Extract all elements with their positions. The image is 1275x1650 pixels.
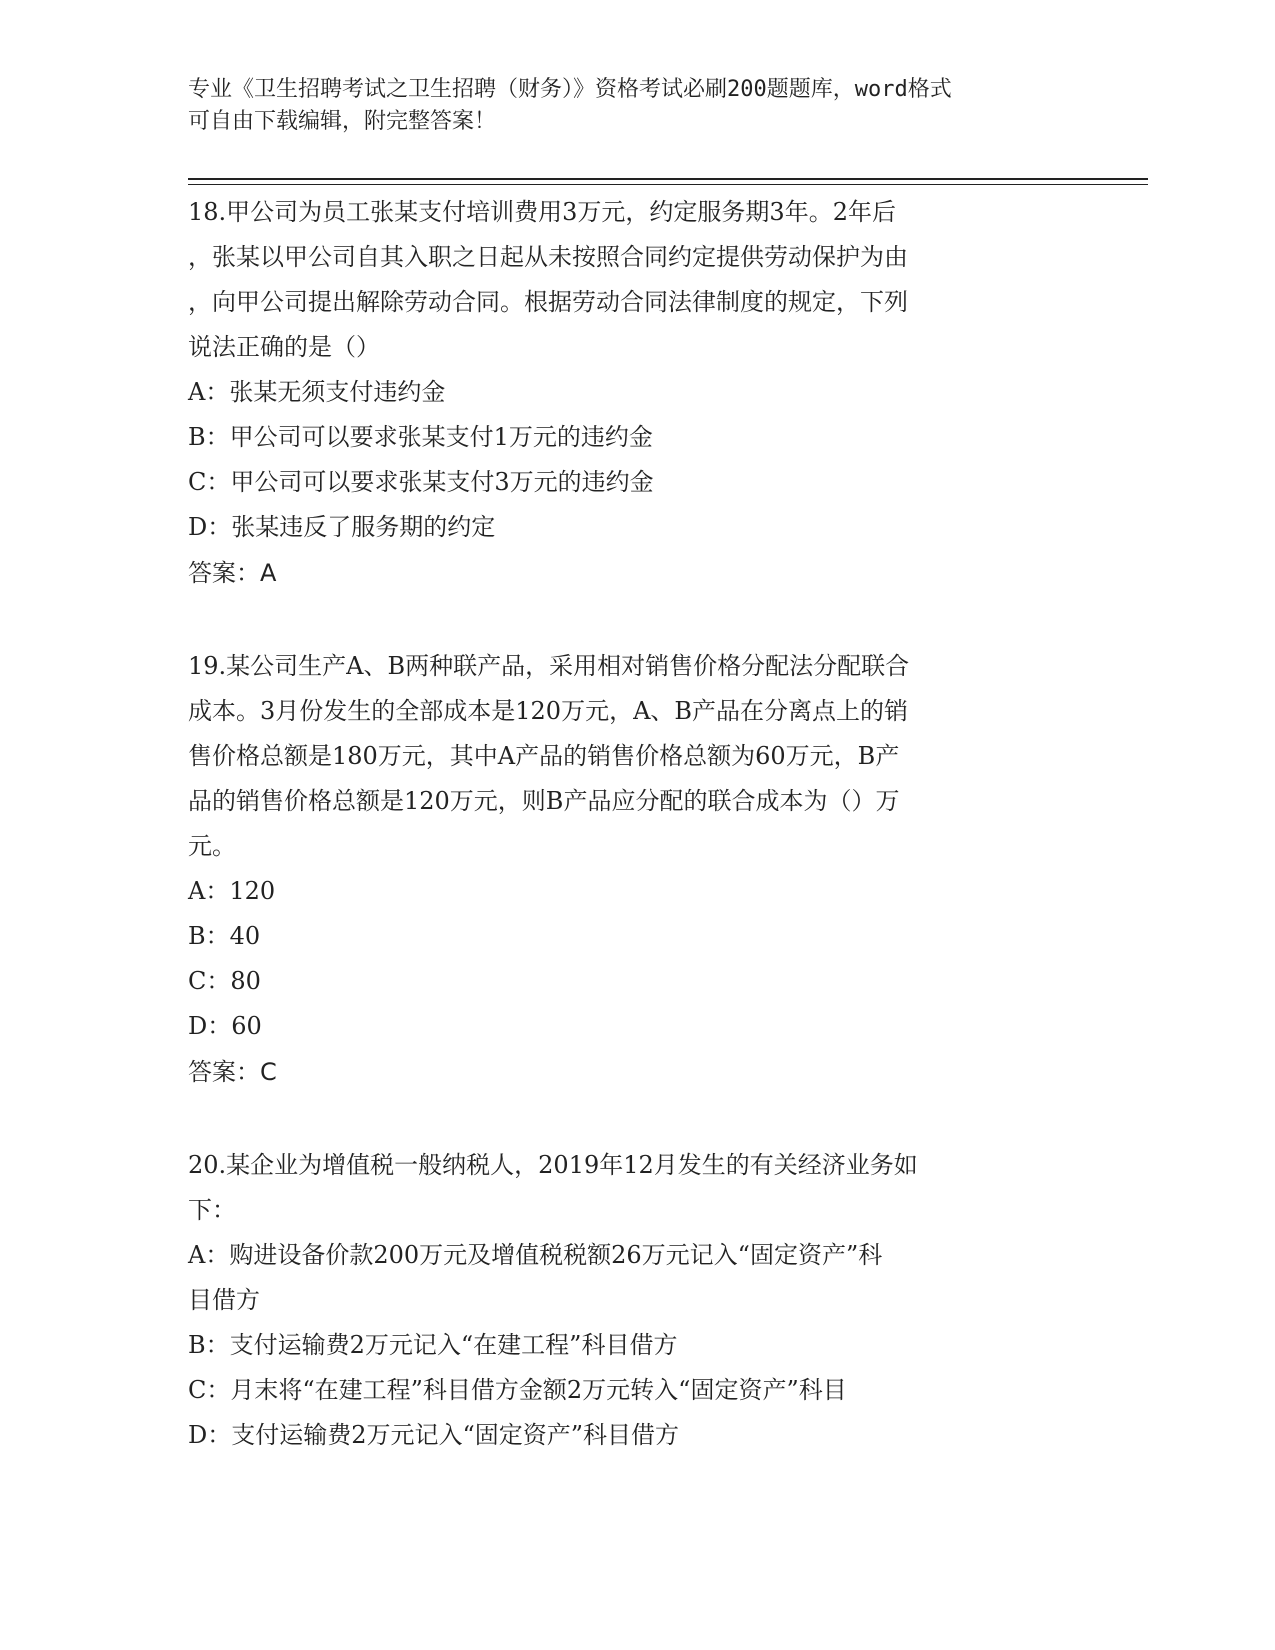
option-b: B：甲公司可以要求张某支付1万元的违约金	[188, 423, 653, 451]
question-stem-line: 品的销售价格总额是120万元，则B产品应分配的联合成本为（）万	[188, 787, 900, 815]
header-divider-thick	[188, 178, 1148, 180]
option-a: A：购进设备价款200万元及增值税税额26万元记入“固定资产”科	[188, 1241, 883, 1269]
document-header	[188, 74, 1068, 138]
question-20	[188, 1143, 1068, 1458]
option-c: C：月末将“在建工程”科目借方金额2万元转入“固定资产”科目	[188, 1376, 847, 1404]
option-c: C：80	[188, 967, 261, 995]
option-a-continued: 目借方	[188, 1286, 260, 1314]
answer-line: 答案：A	[188, 559, 277, 587]
option-b: B：支付运输费2万元记入“在建工程”科目借方	[188, 1331, 678, 1359]
option-c: C：甲公司可以要求张某支付3万元的违约金	[188, 468, 654, 496]
header-line-1: 专业《卫生招聘考试之卫生招聘（财务）》资格考试必刷200题题库，word格式	[188, 77, 952, 102]
answer-line: 答案：C	[188, 1058, 277, 1086]
option-d: D：张某违反了服务期的约定	[188, 513, 496, 541]
question-stem-line: 说法正确的是（）	[188, 333, 380, 361]
question-list	[188, 190, 1068, 1458]
option-a: A：张某无须支付违约金	[188, 378, 446, 406]
question-stem-line: 下：	[188, 1196, 236, 1224]
option-b: B：40	[188, 922, 261, 950]
question-stem-line: 19.某公司生产A、B两种联产品，采用相对销售价格分配法分配联合	[188, 652, 910, 680]
question-stem-line: ，张某以甲公司自其入职之日起从未按照合同约定提供劳动保护为由	[188, 243, 908, 271]
question-stem-line: 售价格总额是180万元，其中A产品的销售价格总额为60万元，B产	[188, 742, 900, 770]
header-divider-thin	[188, 184, 1148, 185]
question-stem-line: 20.某企业为增值税一般纳税人，2019年12月发生的有关经济业务如	[188, 1151, 918, 1179]
question-stem-line: 成本。3月份发生的全部成本是120万元，A、B产品在分离点上的销	[188, 697, 909, 725]
option-d: D：支付运输费2万元记入“固定资产”科目借方	[188, 1421, 680, 1449]
question-18	[188, 190, 1068, 596]
question-stem-line: 元。	[188, 832, 236, 860]
option-a: A：120	[188, 877, 276, 905]
question-stem-line: ，向甲公司提出解除劳动合同。根据劳动合同法律制度的规定，下列	[188, 288, 908, 316]
option-d: D：60	[188, 1012, 262, 1040]
question-stem-line: 18.甲公司为员工张某支付培训费用3万元，约定服务期3年。2年后	[188, 198, 896, 226]
header-line-2: 可自由下载编辑，附完整答案！	[188, 109, 497, 134]
question-19	[188, 644, 1068, 1095]
